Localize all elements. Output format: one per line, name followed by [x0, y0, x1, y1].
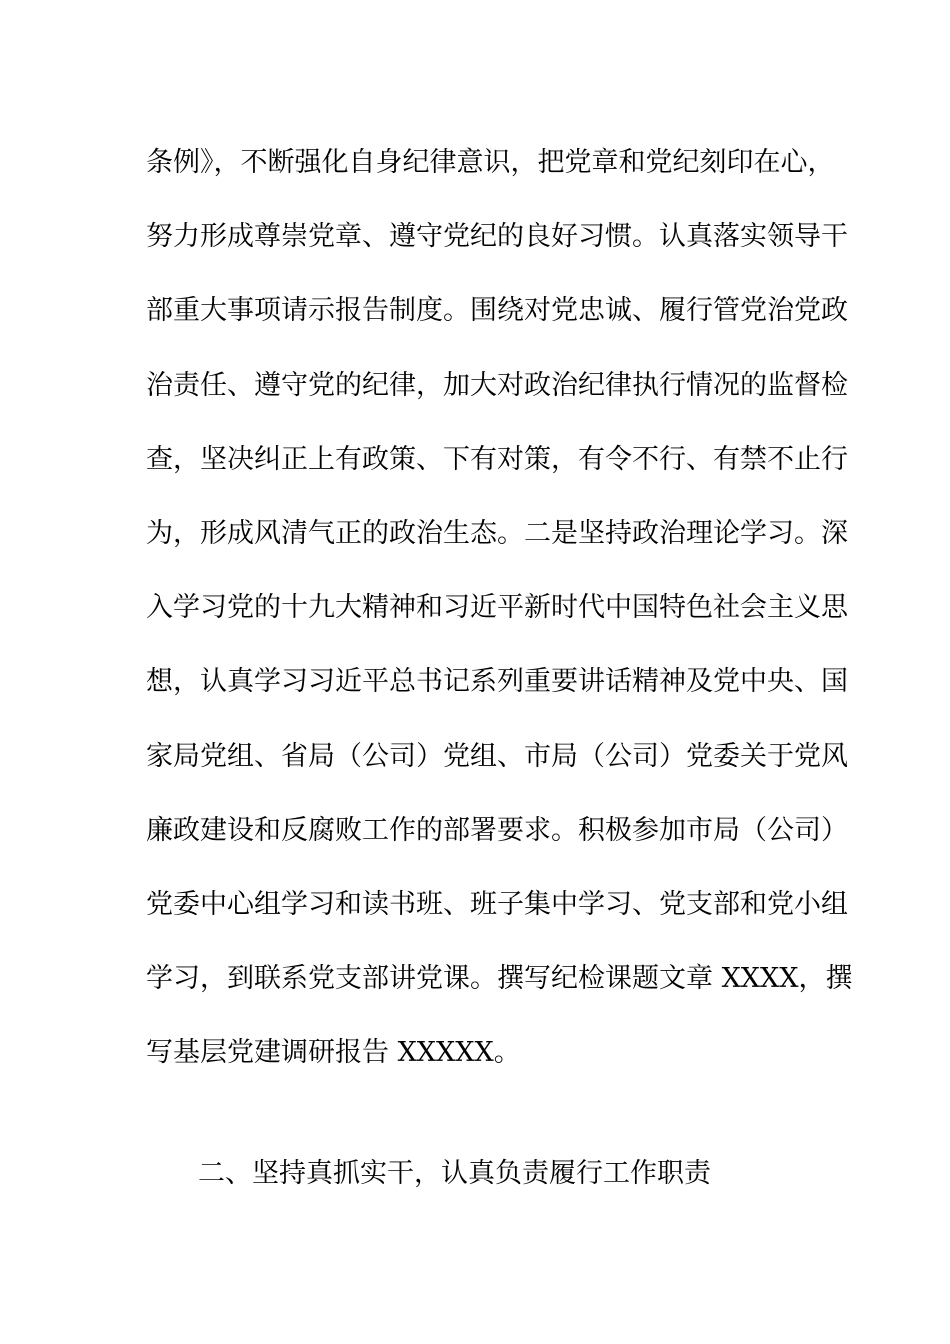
paragraph-line-12: 学习，到联系党支部讲党课。撰写纪检课题文章 XXXX，撰: [146, 963, 853, 995]
paragraph-line-2: 努力形成尊崇党章、遵守党纪的良好习惯。认真落实领导干: [146, 221, 848, 253]
paragraph-line-7: 入学习党的十九大精神和习近平新时代中国特色社会主义思: [146, 592, 848, 624]
paragraph-line-6: 为，形成风清气正的政治生态。二是坚持政治理论学习。深: [146, 517, 848, 549]
paragraph-line-8: 想，认真学习习近平总书记系列重要讲话精神及党中央、国: [146, 666, 848, 698]
paragraph-line-5: 查，坚决纠正上有政策、下有对策，有令不行、有禁不止行: [146, 443, 848, 475]
body-paragraph: [146, 126, 853, 1090]
paragraph-line-13: 写基层党建调研报告 XXXXX。: [146, 1037, 521, 1069]
paragraph-line-10: 廉政建设和反腐败工作的部署要求。积极参加市局（公司）: [146, 814, 848, 846]
section-heading: 二、坚持真抓实干，认真负责履行工作职责: [198, 1158, 711, 1189]
paragraph-line-9: 家局党组、省局（公司）党组、市局（公司）党委关于党风: [146, 740, 848, 772]
paragraph-line-11: 党委中心组学习和读书班、班子集中学习、党支部和党小组: [146, 888, 848, 920]
paragraph-line-3: 部重大事项请示报告制度。围绕对党忠诚、履行管党治党政: [146, 295, 848, 327]
paragraph-line-4: 治责任、遵守党的纪律，加大对政治纪律执行情况的监督检: [146, 369, 848, 401]
paragraph-line-1: 条例》，不断强化自身纪律意识，把党章和党纪刻印在心，: [146, 147, 835, 178]
